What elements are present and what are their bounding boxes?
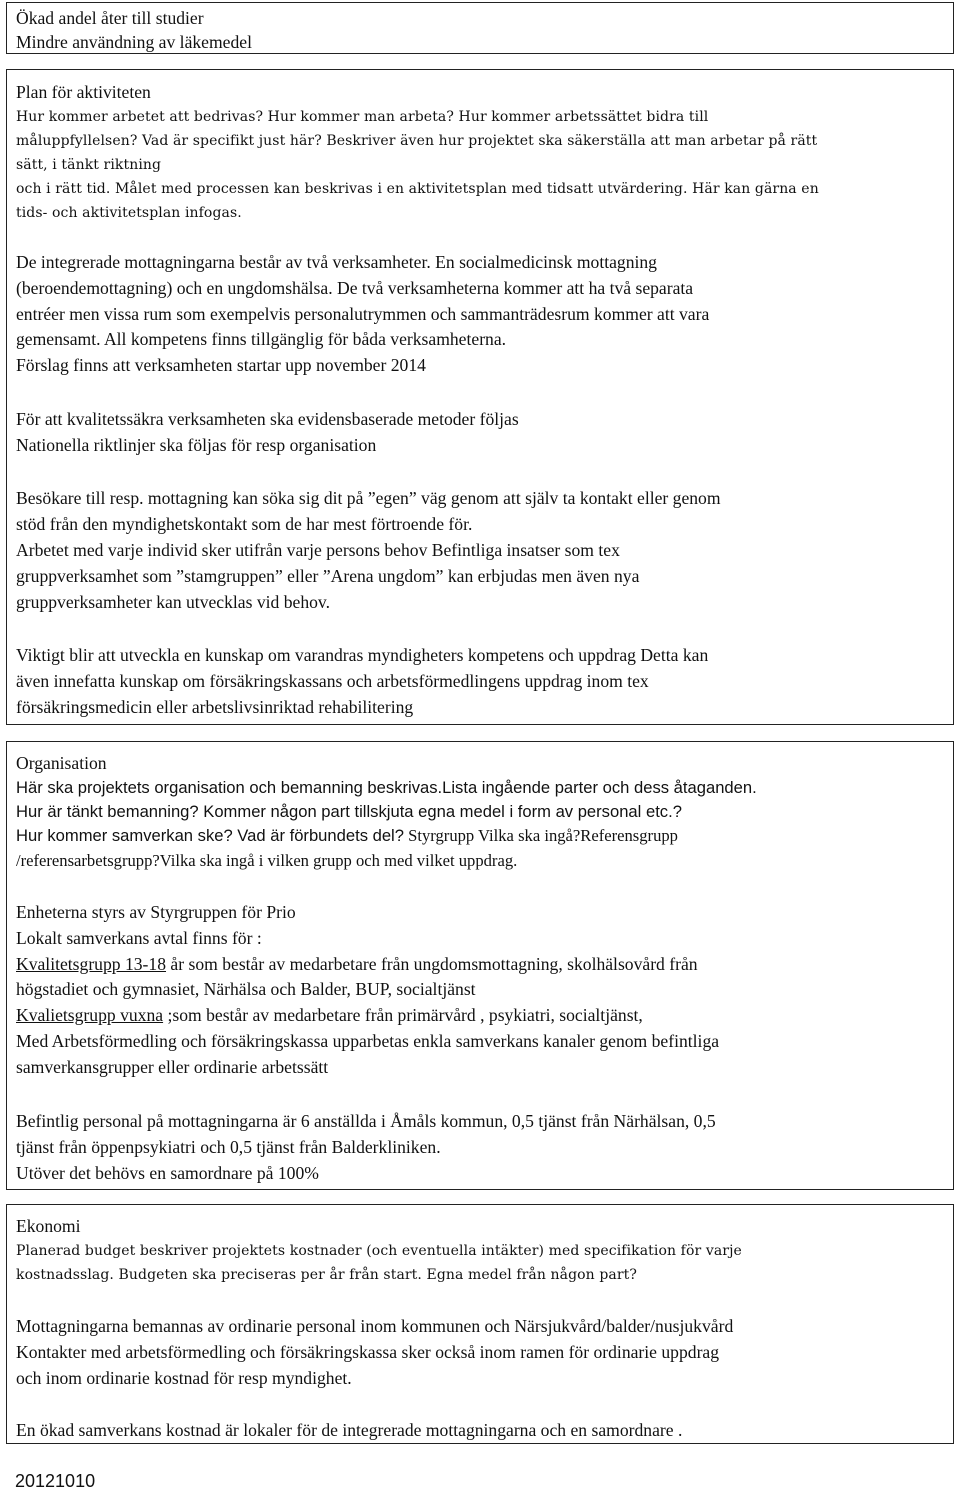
text-line: För att kvalitetssäkra verksamheten ska evidensbaserade metoder följas [16,408,519,429]
plan-instructions [16,105,944,225]
instruction-line: sätt, i tänkt riktning [16,157,162,173]
text-line: Med Arbetsförmedling och försäkringskassa upparbetas enkla samverkans kanaler genom befintliga [16,1030,720,1051]
text-line: De integrerade mottagningarna består av två verksamheter. En socialmedicinsk mottagning [16,252,657,272]
text-line: Mottagningarna bemannas av ordinarie personal inom kommunen och Närsjukvård/balder/nusjukvård [16,1316,734,1336]
text-line: Viktigt blir att utveckla en kunskap om varandras myndigheters kompetens och uppdrag Detta kan [16,644,709,665]
goal-line-2: Mindre användning av läkemedel [16,32,252,52]
text-line: gemensamt. All kompetens finns tillgänglig för båda verksamheterna. [16,329,507,350]
staff-paragraph [16,1108,944,1186]
plan-paragraph-1 [16,250,944,379]
quality-group-13-18-line [16,952,944,978]
goal-line-1: Ökad andel åter till studier [16,8,204,28]
quality-group-adults-line [16,1003,944,1029]
instruction-line: Hur kommer arbetet att bedrivas? Hur kommer man arbeta? Hur kommer arbetssättet bidra till [16,109,709,125]
steering-group-line: Enheterna styrs av Styrgruppen för Prio [16,902,296,922]
quality-group-13-18-label: Kvalitetsgrupp 13-18 [16,953,167,974]
organisation-instruction-3 [16,824,944,849]
text-line: Utöver det behövs en samordnare på 100% [16,1162,319,1183]
plan-box [6,69,954,725]
plan-paragraph-3 [16,485,944,615]
organisation-instruction-4: /referensarbetsgrupp?Vilka ska ingå i vilken grupp och med vilket uppdrag. [16,851,518,870]
instruction-sans-part: Hur kommer samverkan ske? Vad är förbundets del? [16,826,404,845]
text-line: (beroendemottagning) och en ungdomshälsa. De två verksamheterna kommer att ha två separata [16,277,694,298]
instruction-line: Planerad budget beskriver projektets kostnader (och eventuella intäkter) med specifikation för varje [16,1243,742,1259]
text-line: samverkansgrupper eller ordinarie arbetssätt [16,1056,329,1077]
text-line: Arbetet med varje individ sker utifrån varje persons behov Befintliga insatser som tex [16,539,620,560]
text-line: Förslag finns att verksamheten startar upp november 2014 [16,355,426,376]
economy-instructions [16,1239,944,1287]
economy-box [6,1204,954,1444]
text-line: högstadiet och gymnasiet, Närhälsa och Balder, BUP, socialtjänst [16,979,476,1000]
organisation-instruction-1: Här ska projektets organisation och bemanning beskrivas.Lista ingående parter och dess åtaganden. [16,778,757,797]
organisation-body [16,900,944,1081]
quality-group-adults-text: ;som består av medarbetare från primärvård , psykiatri, socialtjänst, [163,1005,643,1026]
text-line: gruppverksamheter kan utvecklas vid behov. [16,591,330,612]
plan-paragraph-4 [16,642,944,720]
instruction-line: och i rätt tid. Målet med processen kan beskrivas i en aktivitetsplan med tidsatt utvärdering. Här kan gärna en [16,181,819,197]
instruction-line: kostnadsslag. Budgeten ska preciseras per år från start. Egna medel från någon part? [16,1267,637,1283]
economy-heading: Ekonomi [16,1216,81,1236]
text-line: och inom ordinarie kostnad för resp myndighet. [16,1368,352,1388]
text-line: Nationella riktlinjer ska följas för resp organisation [16,434,377,455]
quality-group-13-18-text: år som består av medarbetare från ungdomsmottagning, skolhälsovård från [166,953,698,974]
quality-group-adults-label: Kvalietsgrupp vuxna [16,1005,164,1026]
text-line: tjänst från öppenpsykiatri och 0,5 tjänst från Balderkliniken. [16,1136,441,1157]
instruction-line: tids- och aktivitetsplan infogas. [16,205,242,221]
text-line: försäkringsmedicin eller arbetslivsinriktad rehabilitering [16,696,414,717]
economy-paragraph-2: En ökad samverkans kostnad är lokaler för de integrerade mottagningarna och en samordnare . [16,1420,683,1440]
text-line: stöd från den myndighetskontakt som de har mest förtroende för. [16,513,473,534]
instruction-line: måluppfyllelsen? Vad är specifikt just här? Beskriver även hur projektet ska säkerställa att man arbetar på rätt [16,133,818,149]
text-line: Kontakter med arbetsförmedling och försäkringskassa sker också inom ramen för ordinarie uppdrag [16,1342,720,1362]
instruction-serif-part: Styrgrupp Vilka ska ingå?Referensgrupp [403,826,678,845]
organisation-box [6,741,954,1190]
plan-paragraph-2 [16,406,944,458]
goals-box [6,2,954,54]
text-line: entréer men vissa rum som exempelvis personalutrymmen och sammanträdesrum kommer att vara [16,303,710,324]
text-line: även innefatta kunskap om försäkringskassans och arbetsförmedlingens uppdrag inom tex [16,670,649,691]
text-line: gruppverksamhet som ”stamgruppen” eller ”Arena ungdom” kan erbjudas men även nya [16,565,640,586]
organisation-heading: Organisation [16,753,107,773]
plan-heading: Plan för aktiviteten [16,82,151,102]
text-line: Besökare till resp. mottagning kan söka sig dit på ”egen” väg genom att själv ta kontakt eller genom [16,487,721,508]
organisation-instruction-2: Hur är tänkt bemanning? Kommer någon part tillskjuta egna medel i form av personal etc.? [16,802,682,821]
local-agreement-line: Lokalt samverkans avtal finns för : [16,927,262,948]
text-line: Befintlig personal på mottagningarna är 6 anställda i Åmåls kommun, 0,5 tjänst från Närhälsan, 0,5 [16,1110,716,1131]
economy-paragraph-1 [16,1313,944,1391]
footer-date: 20121010 [15,1471,96,1491]
